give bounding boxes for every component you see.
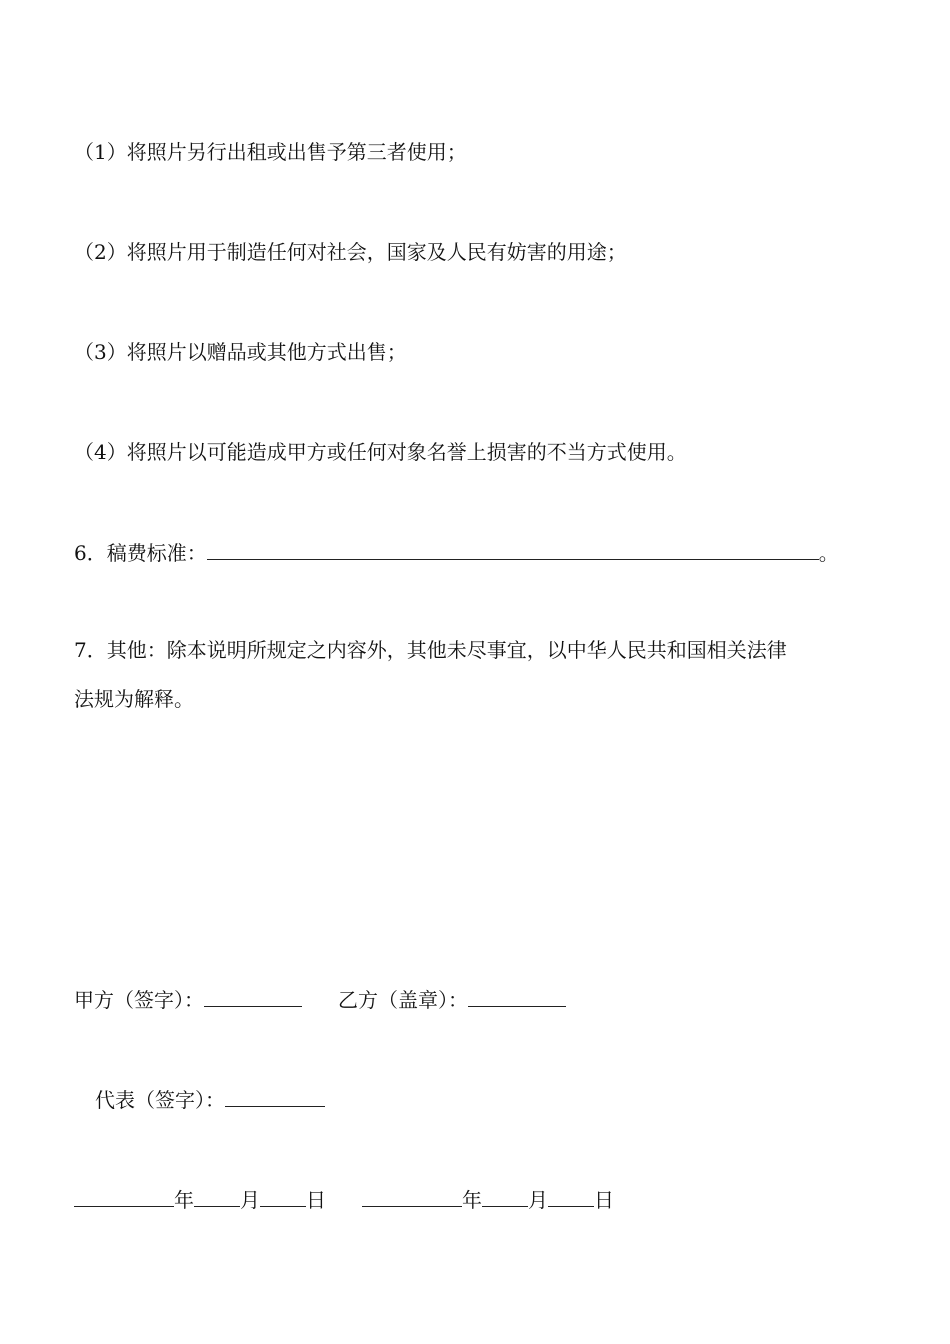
representative-line: [95, 1084, 325, 1115]
party-a-year-blank[interactable]: [74, 1184, 174, 1207]
clause-4: （4）将照片以可能造成甲方或任何对象名誉上损害的不当方式使用。: [74, 440, 687, 464]
date-line: [74, 1184, 614, 1215]
party-signature-line: [74, 984, 566, 1015]
representative-signature-blank[interactable]: [225, 1084, 325, 1107]
fee-standard-blank[interactable]: [207, 537, 819, 560]
other-clause-line-1: 7．其他：除本说明所规定之内容外，其他未尽事宜，以中华人民共和国相关法律: [74, 638, 787, 662]
clause-1: （1）将照片另行出租或出售予第三者使用；: [74, 140, 467, 164]
party-b-day-blank[interactable]: [548, 1184, 594, 1207]
party-b-day-label: 日: [594, 1188, 614, 1212]
party-a-day-blank[interactable]: [260, 1184, 306, 1207]
party-a-label: 甲方（签字）：: [74, 988, 204, 1012]
party-b-label: 乙方（盖章）：: [338, 988, 468, 1012]
party-b-year-label: 年: [462, 1188, 482, 1212]
party-b-month-blank[interactable]: [482, 1184, 528, 1207]
party-a-month-label: 月: [240, 1188, 260, 1212]
party-a-day-label: 日: [306, 1188, 326, 1212]
fee-standard-line: [74, 537, 839, 568]
party-a-year-label: 年: [174, 1188, 194, 1212]
party-a-signature-blank[interactable]: [204, 984, 302, 1007]
party-b-year-blank[interactable]: [362, 1184, 462, 1207]
fee-standard-label: 6．稿费标准：: [74, 541, 207, 565]
clause-3: （3）将照片以赠品或其他方式出售；: [74, 340, 407, 364]
clause-2: （2）将照片用于制造任何对社会，国家及人民有妨害的用途；: [74, 240, 627, 264]
other-clause-line-2: 法规为解释。: [74, 687, 194, 711]
representative-label: 代表（签字）：: [95, 1088, 225, 1112]
party-a-month-blank[interactable]: [194, 1184, 240, 1207]
party-b-seal-blank[interactable]: [468, 984, 566, 1007]
fee-standard-end: 。: [818, 541, 839, 565]
party-b-month-label: 月: [528, 1188, 548, 1212]
